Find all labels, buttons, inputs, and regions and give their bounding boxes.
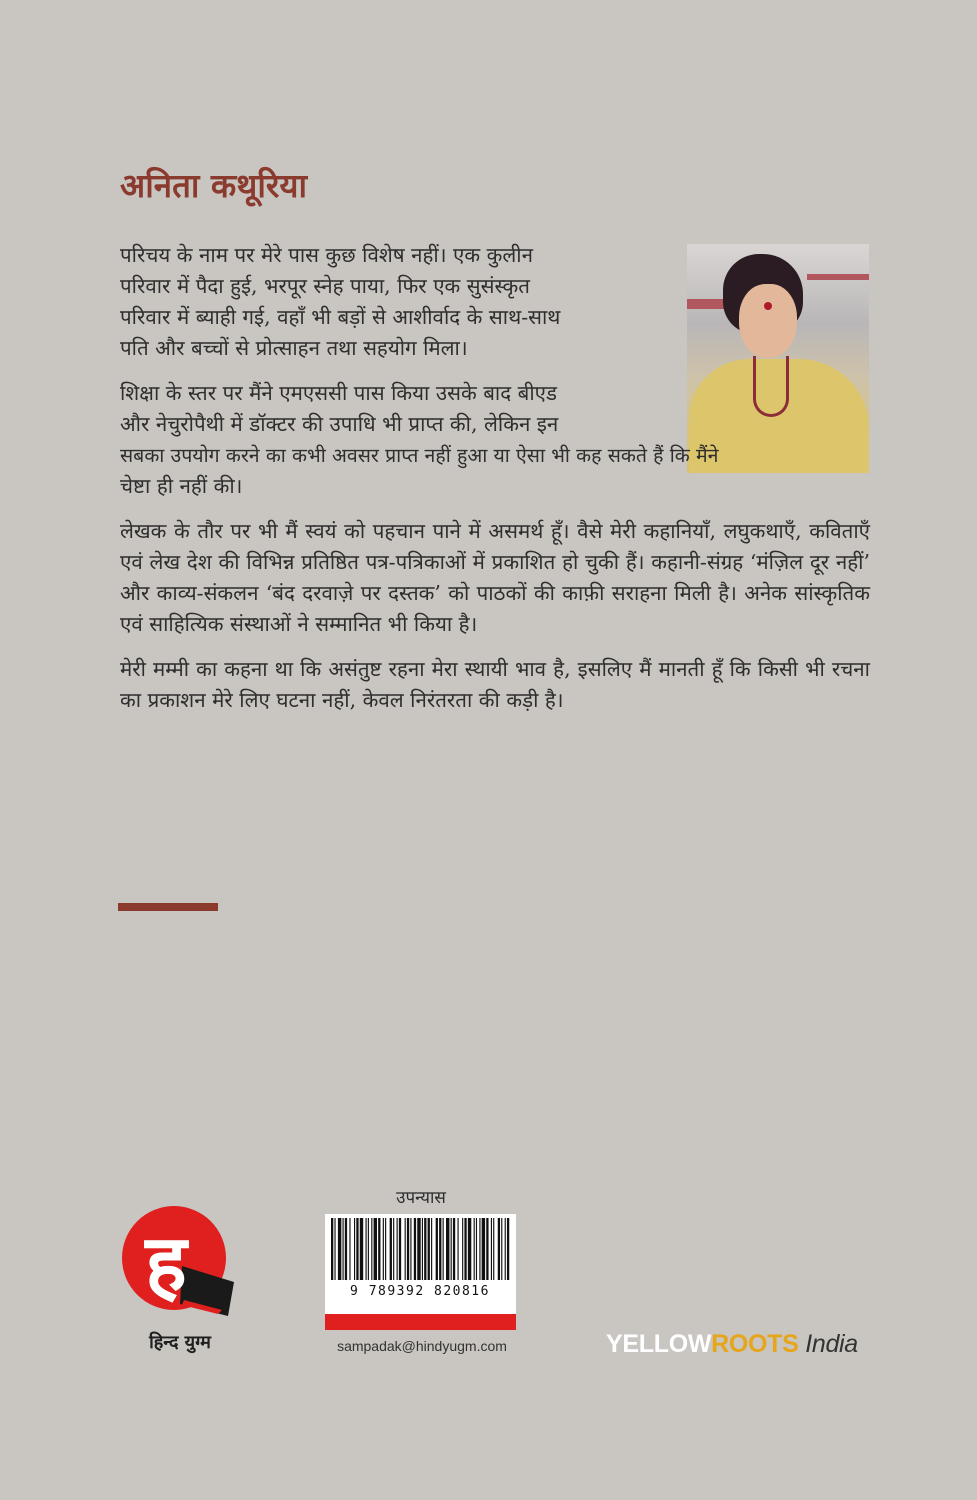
publisher-name: हिन्द युग्म [149,1332,211,1353]
barcode-bar [424,1218,426,1280]
isbn-barcode [325,1214,516,1330]
barcode-bar [368,1218,369,1280]
imprint-yellow: YELLOW [606,1330,712,1358]
barcode-bar [436,1218,438,1280]
barcode-bar [399,1218,401,1280]
barcode-bar [458,1218,459,1280]
barcode-bar [443,1218,444,1280]
barcode-bar [383,1218,384,1280]
barcode-bar [349,1218,350,1280]
barcode-bar [397,1218,398,1280]
bio-line: चेष्टा ही नहीं की। [120,474,243,498]
barcode-bar [428,1218,430,1280]
bio-paragraph-1 [120,240,660,364]
logo-letter: ह [145,1219,187,1309]
barcode-bar [462,1218,463,1280]
barcode-bar [390,1218,392,1280]
barcode-bar [393,1218,394,1280]
imprint-logo [606,1330,858,1359]
barcode-red-stripe [325,1314,516,1330]
bio-line: पति और बच्चों से प्रोत्साहन तथा सहयोग मिला। [120,336,468,360]
author-name: अनिता कथूरिया [120,166,308,205]
barcode-bar [343,1218,344,1280]
isbn-number: 9 789392 820816 [350,1284,490,1299]
barcode-bar [374,1218,377,1280]
barcode-bar [360,1218,363,1280]
barcode-bar [474,1218,475,1280]
barcode-bar [345,1218,347,1280]
barcode-bar [417,1218,420,1280]
barcode-bar [479,1218,480,1280]
bio-line: शिक्षा के स्तर पर मैंने एमएससी पास किया उसके बाद बीएड [120,381,557,405]
barcode-bar [354,1218,355,1280]
barcode-bar [366,1218,367,1280]
barcode-bar [493,1218,494,1280]
barcode-bar [356,1218,358,1280]
barcode-bar [453,1218,455,1280]
bio-paragraph-3: लेखक के तौर पर भी मैं स्वयं को पहचान पाने में असमर्थ हूँ। वैसे मेरी कहानियाँ, लघुकथाएँ, कविताएँ एवं लेख देश की विभिन्न प्रतिष्ठित पत्र-पत्रिकाओं में प्रकाशित हो चुकी हैं। कहानी-संग्रह ‘मंज़िल दूर नहीं’ और काव्य-संकलन ‘बंद दरवाज़े पर दस्तक’ को पाठकों की काफ़ी सराहना मिली है। अनेक सांस्कृतिक एवं साहित्यिक संस्थाओं ने सम्मानित भी किया है। [120,519,870,636]
barcode-bar [410,1218,411,1280]
barcode-bar [439,1218,441,1280]
imprint-india: India [798,1330,858,1358]
bio-line: परिवार में पैदा हुई, भरपूर स्नेह पाया, फिर एक सुसंस्कृत [120,274,530,298]
bio-paragraph-4: मेरी मम्मी का कहना था कि असंतुष्ट रहना मेरा स्थायी भाव है, इसलिए मैं मानती हूँ कि किसी भी रचना का प्रकाशन मेरे लिए घटना नहीं, केवल निरंतरता की कड़ी है। [120,657,870,712]
publisher-logo [122,1204,234,1316]
barcode-bar [378,1218,380,1280]
barcode-bar [468,1218,471,1280]
barcode-bar [451,1218,452,1280]
barcode-bar [431,1218,432,1280]
bio-paragraph-2 [120,378,870,502]
barcode-bar [331,1218,333,1280]
bio-line: सबका उपयोग करने का कभी अवसर प्राप्त नहीं हुआ या ऐसा भी कह सकते हैं कि मैंने [120,444,719,467]
publisher-email: sampadak@hindyugm.com [337,1338,507,1354]
barcode-bar [486,1218,488,1280]
author-bio [120,240,870,730]
barcode-bar [371,1218,372,1280]
genre-label: उपन्यास [396,1188,446,1208]
barcode-bar [414,1218,416,1280]
barcode-bar [338,1218,341,1280]
barcode-bar [491,1218,492,1280]
section-divider [118,903,218,911]
barcode-bar [464,1218,466,1280]
imprint-roots: ROOTS [711,1330,799,1358]
barcode-bar [507,1218,509,1280]
barcode-bar [446,1218,449,1280]
barcode-bar [422,1218,423,1280]
barcode-bar [501,1218,502,1280]
barcode-bar [482,1218,485,1280]
bio-line: और नेचुरोपैथी में डॉक्टर की उपाधि भी प्राप्त की, लेकिन इन [120,412,559,436]
bio-line: परिचय के नाम पर मेरे पास कुछ विशेष नहीं। एक कुलीन [120,243,533,267]
barcode-bar [476,1218,477,1280]
barcode-bar [334,1218,335,1280]
barcode-bar [505,1218,506,1280]
barcode-bar [498,1218,500,1280]
barcode-bar [407,1218,409,1280]
barcode-bar [405,1218,406,1280]
bio-line: परिवार में ब्याही गई, वहाँ भी बड़ों से आशीर्वाद के साथ-साथ [120,305,561,329]
barcode-bar [385,1218,386,1280]
